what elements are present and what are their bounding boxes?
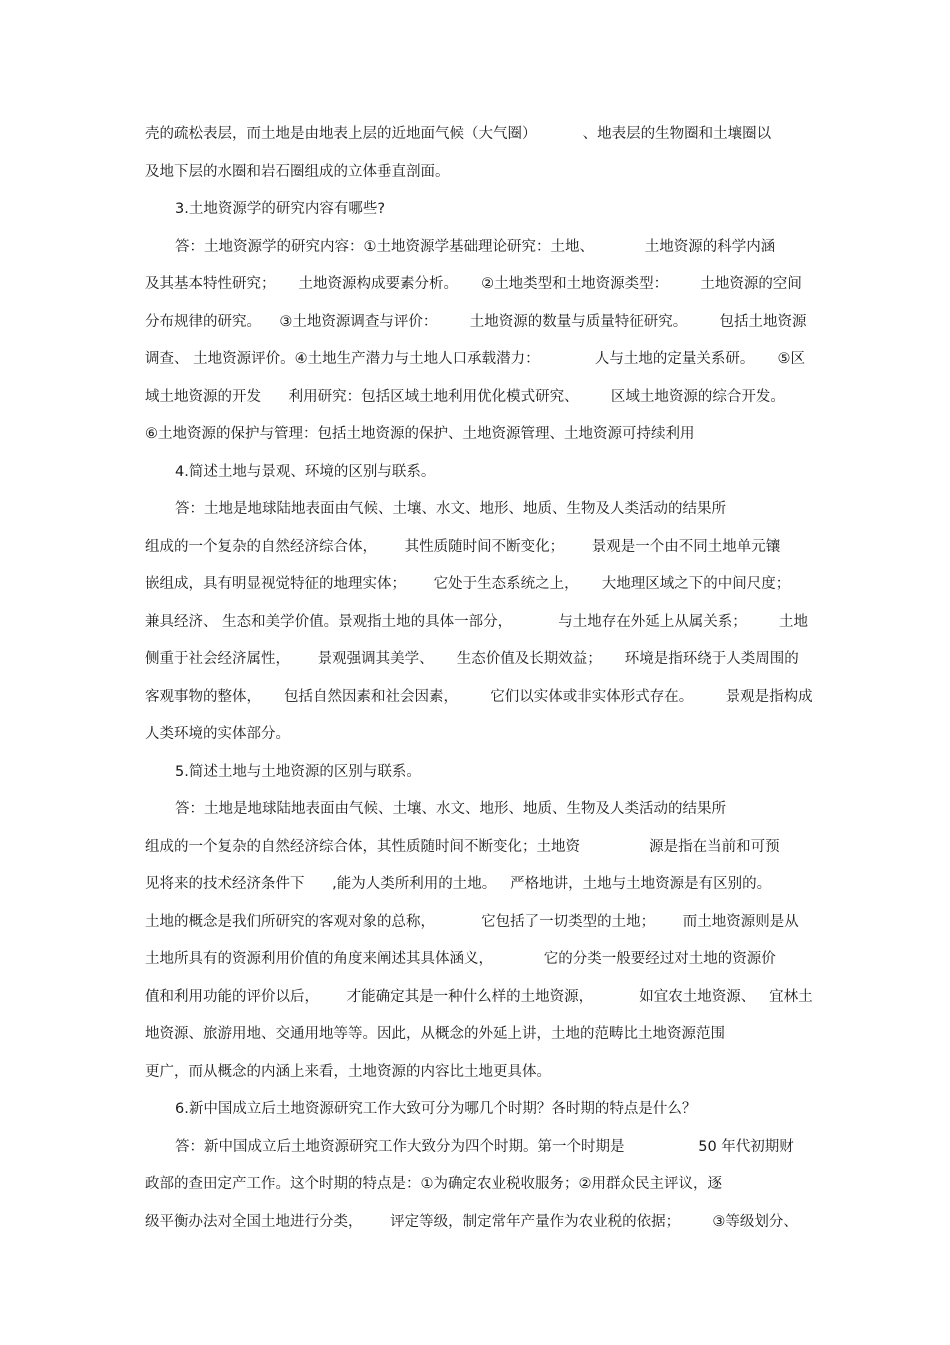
text-line: 级平衡办法对全国土地进行分类， 评定等级，制定常年产量作为农业税的依据； ③等级划分、: [145, 1214, 798, 1230]
text-line: ⑥土地资源的保护与管理：包括土地资源的保护、土地资源管理、土地资源可持续利用: [145, 426, 695, 442]
text-line: 壳的疏松表层，而土地是由地表上层的近地面气候（大气圈） 、地表层的生物圈和土壤圈以: [145, 126, 772, 142]
text-line: 域土地资源的开发 利用研究：包括区域土地利用优化模式研究、 区域土地资源的综合开发。: [145, 389, 785, 405]
text-line: 土地的概念是我们所研究的客观对象的总称， 它包括了一切类型的土地； 而土地资源则是从: [145, 914, 799, 930]
text-line: 组成的一个复杂的自然经济综合体，其性质随时间不断变化；土地资 源是指在当前和可预: [145, 839, 780, 855]
answer-line: 答：土地资源学的研究内容：①土地资源学基础理论研究：土地、 土地资源的科学内涵: [175, 239, 776, 255]
question-heading: 4.简述土地与景观、环境的区别与联系。: [175, 464, 436, 480]
text-line: 见将来的技术经济条件下 ,能为人类所利用的土地。 严格地讲，土地与土地资源是有区别的。: [145, 876, 772, 892]
text-line: 土地所具有的资源利用价值的角度来阐述其具体涵义， 它的分类一般要经过对土地的资源价: [145, 951, 776, 967]
text-line: 政部的查田定产工作。这个时期的特点是：①为确定农业税收服务；②用群众民主评议，逐: [145, 1176, 722, 1192]
answer-line: 答：土地是地球陆地表面由气候、土壤、水文、地形、地质、生物及人类活动的结果所: [175, 501, 726, 517]
text-line: 侧重于社会经济属性， 景观强调其美学、 生态价值及长期效益； 环境是指环绕于人类周围的: [145, 651, 799, 667]
answer-line: 答：土地是地球陆地表面由气候、土壤、水文、地形、地质、生物及人类活动的结果所: [175, 801, 726, 817]
answer-line: 答：新中国成立后土地资源研究工作大致分为四个时期。第一个时期是 50 年代初期财: [175, 1139, 794, 1155]
text-line: 及地下层的水圈和岩石圈组成的立体垂直剖面。: [145, 164, 450, 180]
question-heading: 5.简述土地与土地资源的区别与联系。: [175, 764, 421, 780]
text-line: 地资源、旅游用地、交通用地等等。因此，从概念的外延上讲，土地的范畴比土地资源范围: [145, 1026, 725, 1042]
text-line: 调查、 土地资源评价。④土地生产潜力与土地人口承载潜力： 人与土地的定量关系研。 ⑤区: [145, 351, 805, 367]
text-line: 嵌组成，具有明显视觉特征的地理实体； 它处于生态系统之上， 大地理区域之下的中间尺度；: [145, 576, 791, 592]
text-line: 分布规律的研究。 ③土地资源调查与评价： 土地资源的数量与质量特征研究。 包括土地资源: [145, 314, 807, 330]
text-line: 更广，而从概念的内涵上来看，土地资源的内容比土地更具体。: [145, 1064, 551, 1080]
text-line: 及其基本特性研究； 土地资源构成要素分析。 ②土地类型和土地资源类型： 土地资源的空间: [145, 276, 802, 292]
text-line: 客观事物的整体， 包括自然因素和社会因素， 它们以实体或非实体形式存在。 景观是指构成: [145, 689, 813, 705]
text-line: 组成的一个复杂的自然经济综合体， 其性质随时间不断变化； 景观是一个由不同土地单元镶: [145, 539, 781, 555]
question-heading: 3.土地资源学的研究内容有哪些?: [175, 201, 386, 217]
question-heading: 6.新中国成立后土地资源研究工作大致可分为哪几个时期？各时期的特点是什么？: [175, 1101, 697, 1117]
text-line: 兼具经济、 生态和美学价值。景观指土地的具体一部分， 与土地存在外延上从属关系； 土地: [145, 614, 808, 630]
text-line: 人类环境的实体部分。: [145, 726, 290, 742]
text-line: 值和利用功能的评价以后， 才能确定其是一种什么样的土地资源， 如宜农土地资源、 宜林土: [145, 989, 813, 1005]
